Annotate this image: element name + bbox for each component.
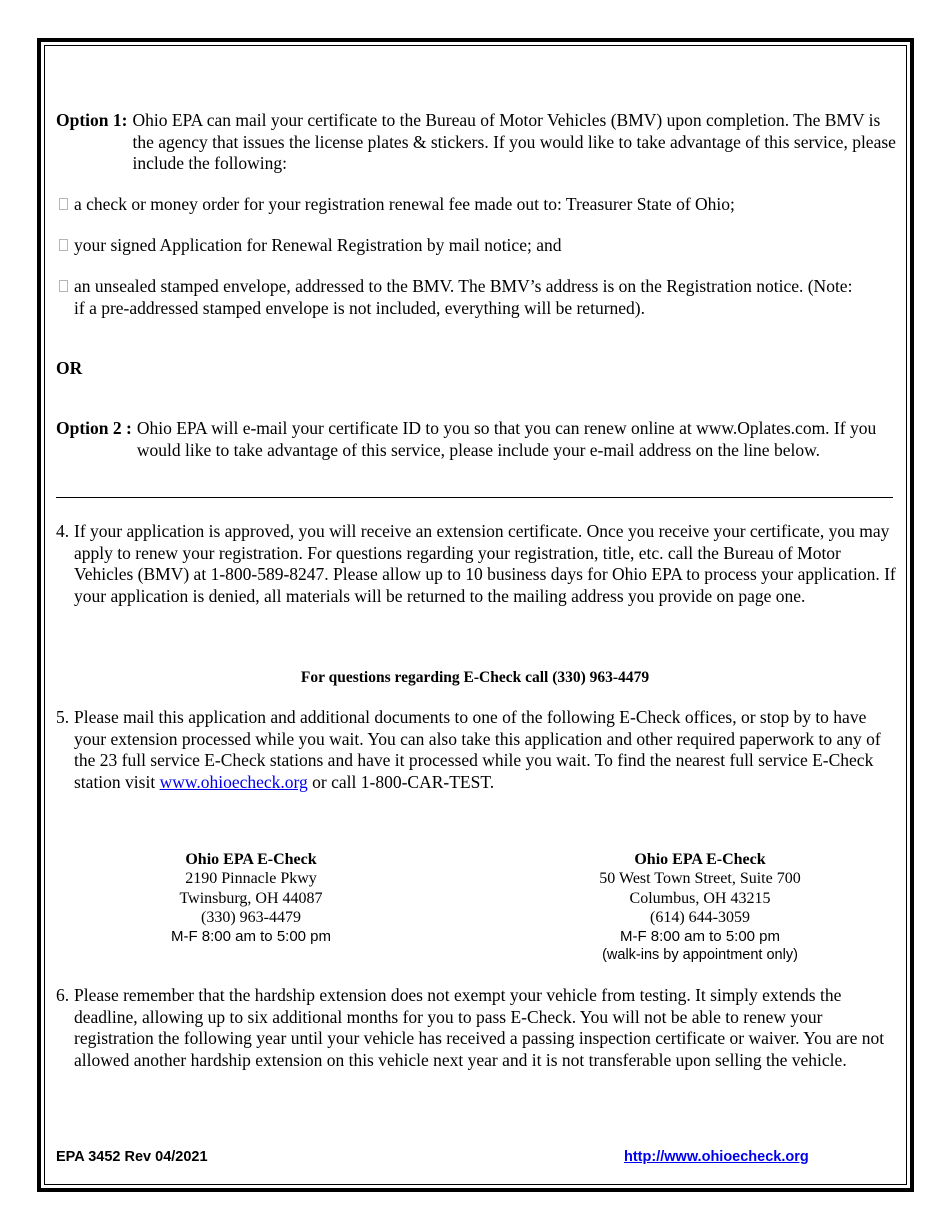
option-2-text: Ohio EPA will e-mail your certificate ID to you so that you can renew online at www.Oplates.com. If you would like to take advantage of this service, please include your e-mail address on the line below. xyxy=(136,418,877,460)
checkbox-glyph-icon xyxy=(59,239,68,251)
item-5-text-after: or call 1-800-CAR-TEST. xyxy=(307,771,495,792)
office-address-line1: 2190 Pinnacle Pkwy xyxy=(185,870,317,888)
option-1-text: Ohio EPA can mail your certificate to the Bureau of Motor Vehicles (BMV) upon completion. The BMV is the agency that issues the license plates & stickers. If you would like to take advantage of this service, please include the following: xyxy=(132,110,896,173)
item-6 xyxy=(56,985,896,1071)
ohioecheck-link[interactable]: www.ohioecheck.org xyxy=(159,771,308,792)
office-address-line2: Columbus, OH 43215 xyxy=(629,889,771,907)
item-4 xyxy=(56,521,896,607)
bullet-text: your signed Application for Renewal Registration by mail notice; and xyxy=(74,235,562,255)
office-columbus xyxy=(560,850,840,966)
bullet-item xyxy=(56,235,896,257)
office-address-line2: Twinsburg, OH 44087 xyxy=(179,889,323,907)
bullet-text: an unsealed stamped envelope, addressed to the BMV. The BMV’s address is on the Registration notice. (Note: if a pre-addressed stamped envelope is not included, everything will be returned). xyxy=(74,276,853,318)
checkbox-glyph-icon xyxy=(59,280,68,292)
item-4-number: 4. xyxy=(56,521,70,541)
checkbox-glyph-icon xyxy=(59,198,68,210)
office-twinsburg xyxy=(131,850,371,946)
item-5-text-before: Please mail this application and additional documents to one of the following E-Check offices, or stop by to have your extension processed while you wait. You can also take this application and other required paperwork to any of the 23 full service E-Check stations and have it processed while you wait. To find the nearest full service E-Check station visit xyxy=(74,707,881,792)
item-5-text xyxy=(74,707,896,793)
bullet-item xyxy=(56,276,861,319)
footer-url-link[interactable]: http://www.ohioecheck.org xyxy=(624,1149,809,1165)
option-1-label: Option 1: xyxy=(56,110,128,130)
questions-heading: For questions regarding E-Check call (330) 963-4479 xyxy=(300,669,650,686)
form-id: EPA 3452 Rev 04/2021 xyxy=(56,1149,208,1165)
or-separator: OR xyxy=(56,358,83,378)
office-phone: (614) 644-3059 xyxy=(650,908,750,926)
office-name: Ohio EPA E-Check xyxy=(634,851,766,868)
office-hours: M-F 8:00 am to 5:00 pm xyxy=(170,928,332,946)
option-2 xyxy=(56,418,896,461)
item-6-text: Please remember that the hardship extension does not exempt your vehicle from testing. It simply extends the deadline, allowing up to six additional months for you to pass E-Check. You will not be able to renew your registration the following year until your vehicle has received a passing inspection certificate or waiver. You are not allowed another hardship extension on this vehicle next year and it is not transferable upon selling the vehicle. xyxy=(74,985,885,1070)
office-hours: M-F 8:00 am to 5:00 pm xyxy=(619,928,781,946)
option-1 xyxy=(56,110,896,175)
office-name: Ohio EPA E-Check xyxy=(185,851,317,868)
bullet-item xyxy=(56,194,896,216)
email-entry-line[interactable] xyxy=(56,497,893,498)
office-phone: (330) 963-4479 xyxy=(201,908,301,926)
item-5-number: 5. xyxy=(56,707,70,727)
item-4-text: If your application is approved, you will receive an extension certificate. Once you receive your certificate, you may apply to renew your registration. For questions regarding your registration, title, etc. call the Bureau of Motor Vehicles (BMV) at 1-800-589-8247. Please allow up to 10 business days for Ohio EPA to process your application. If your application is denied, all materials will be returned to the mailing address you provide on page one. xyxy=(74,521,896,606)
bullet-text: a check or money order for your registration renewal fee made out to: Treasurer State of Ohio; xyxy=(74,194,735,214)
office-note: (walk-ins by appointment only) xyxy=(602,947,798,964)
option-2-label: Option 2 : xyxy=(56,418,132,438)
office-address-line1: 50 West Town Street, Suite 700 xyxy=(599,870,801,888)
item-6-number: 6. xyxy=(56,985,70,1005)
item-5 xyxy=(56,707,896,793)
